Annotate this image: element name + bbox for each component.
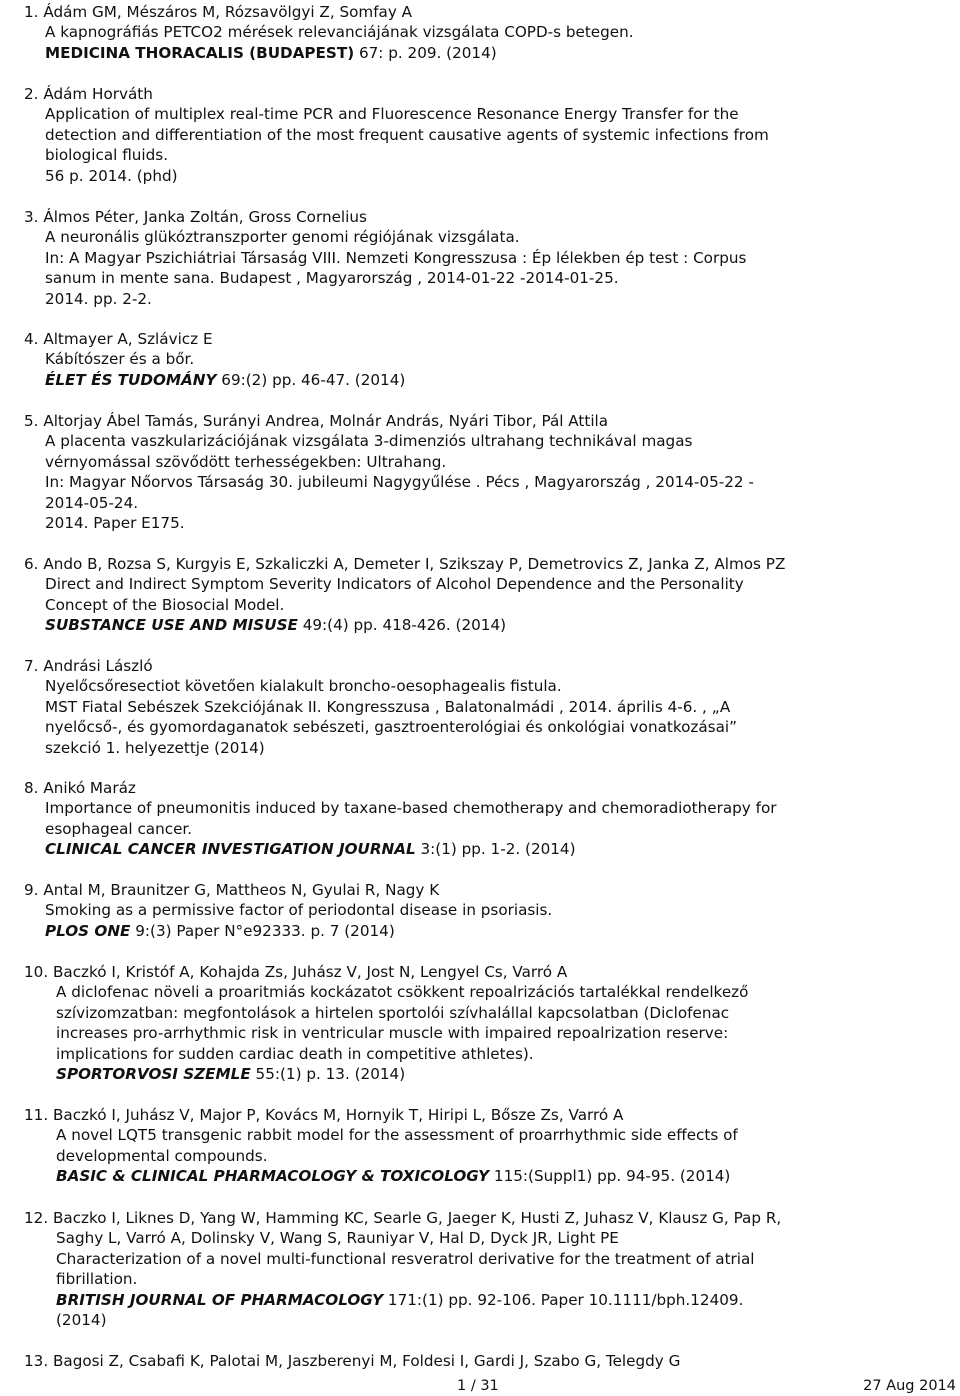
- entry-number: 8.: [24, 779, 39, 797]
- entry-line: In: A Magyar Pszichiátriai Társaság VIII. Nemzeti Kongresszusa : Ép lélekben ép test : Corpus: [45, 248, 747, 267]
- entry-line: Smoking as a permissive factor of periodontal disease in psoriasis.: [45, 901, 553, 920]
- entry-journal-line: [24, 1290, 954, 1310]
- entry-first-line: [24, 329, 954, 349]
- page-footer: [0, 1376, 960, 1396]
- entry-line: A novel LQT5 transgenic rabbit model for the assessment of proarrhythmic side effects of: [56, 1126, 738, 1145]
- publication-entry: [24, 554, 954, 636]
- page-number: 1 / 31: [457, 1378, 499, 1394]
- print-date: 27 Aug 2014: [863, 1378, 956, 1394]
- entry-first-line: [24, 2, 954, 22]
- entry-number: 6.: [24, 555, 39, 573]
- journal-name: SPORTORVOSI SZEMLE: [56, 1064, 251, 1083]
- entry-number: 1.: [24, 3, 39, 21]
- entry-number: 10.: [24, 963, 49, 981]
- journal-name: SUBSTANCE USE AND MISUSE: [45, 616, 298, 635]
- entry-journal-line: [24, 615, 954, 635]
- entry-line: 2014. pp. 2-2.: [45, 289, 152, 308]
- entry-first-line: [24, 1208, 954, 1228]
- journal-name: MEDICINA THORACALIS (BUDAPEST): [45, 43, 355, 62]
- entry-line: sanum in mente sana. Budapest , Magyarország , 2014-01-22 -2014-01-25.: [45, 269, 619, 288]
- entry-line: nyelőcső-, és gyomordaganatok sebészeti, gasztroenterológiai és onkológiai vonatkozásai”: [45, 718, 737, 737]
- journal-name: BRITISH JOURNAL OF PHARMACOLOGY: [56, 1290, 384, 1309]
- entry-journal-line: [24, 370, 954, 390]
- entry-first-line: [24, 962, 954, 982]
- entry-line: increases pro-arrhythmic risk in ventricular muscle with impaired repoalrization reserve:: [56, 1024, 729, 1043]
- journal-citation: 49:(4) pp. 418-426. (2014): [297, 616, 507, 635]
- entry-line: A kapnográfiás PETCO2 mérések relevanciájának vizsgálata COPD-s betegen.: [45, 23, 634, 42]
- entry-line: implications for sudden cardiac death in competitive athletes).: [56, 1044, 534, 1063]
- publication-entry: [24, 2, 954, 63]
- entry-line: 2014-05-24.: [45, 493, 139, 512]
- journal-citation: 55:(1) p. 13. (2014): [250, 1064, 406, 1083]
- publication-entry: [24, 329, 954, 390]
- journal-citation: 171:(1) pp. 92-106. Paper 10.1111/bph.12409.: [383, 1290, 744, 1309]
- entry-number: 12.: [24, 1209, 49, 1227]
- entry-first-line: [24, 880, 954, 900]
- entry-line: A neuronális glükóztranszporter genomi régiójának vizsgálata.: [45, 228, 520, 247]
- entry-number: 7.: [24, 657, 39, 675]
- publication-entry: [24, 84, 954, 186]
- entry-line: In: Magyar Nőorvos Társaság 30. jubileumi Nagygyűlése . Pécs , Magyarország , 2014-05-22 -: [45, 473, 754, 492]
- publication-entry: [24, 207, 954, 309]
- entry-journal-line: [24, 921, 954, 941]
- entry-line: fibrillation.: [56, 1270, 138, 1289]
- entry-authors: Altorjay Ábel Tamás, Surányi Andrea, Molnár András, Nyári Tibor, Pál Attila: [43, 412, 609, 430]
- entry-first-line: [24, 207, 954, 227]
- entry-line: A diclofenac növeli a proaritmiás kockázatot csökkent repoalrizációs tartalékkal rendelkező: [56, 983, 749, 1002]
- entry-line: Kábítószer és a bőr.: [45, 350, 195, 369]
- entry-line: Concept of the Biosocial Model.: [45, 595, 285, 614]
- entry-line: Nyelőcsőresectiot követően kialakult broncho-oesophagealis fistula.: [45, 677, 562, 696]
- entry-line: szekció 1. helyezettje (2014): [45, 738, 265, 757]
- journal-citation: 67: p. 209. (2014): [354, 43, 497, 62]
- entry-authors: Álmos Péter, Janka Zoltán, Gross Cornelius: [43, 208, 367, 226]
- entry-line: szívizomzatban: megfontolások a hirtelen sportolói szívhalállal kapcsolatban (Diclofenac: [56, 1003, 730, 1022]
- entry-line: (2014): [56, 1310, 107, 1329]
- entry-line: Characterization of a novel multi-functional resveratrol derivative for the treatment of atrial: [56, 1249, 755, 1268]
- journal-name: PLOS ONE: [45, 921, 131, 940]
- publication-entry: [24, 656, 954, 758]
- publication-entry: [24, 1351, 954, 1371]
- entry-line: developmental compounds.: [56, 1146, 268, 1165]
- entry-first-line: [24, 1105, 954, 1125]
- entry-authors: Baczkó I, Kristóf A, Kohajda Zs, Juhász V, Jost N, Lengyel Cs, Varró A: [52, 963, 568, 981]
- journal-name: CLINICAL CANCER INVESTIGATION JOURNAL: [45, 840, 416, 859]
- publication-entry: [24, 880, 954, 941]
- entry-first-line: [24, 656, 954, 676]
- entry-number: 3.: [24, 208, 39, 226]
- entry-authors: Altmayer A, Szlávicz E: [43, 330, 213, 348]
- entry-number: 4.: [24, 330, 39, 348]
- publication-entry: [24, 778, 954, 860]
- journal-name: BASIC & CLINICAL PHARMACOLOGY & TOXICOLOGY: [56, 1167, 490, 1186]
- entry-line: biological fluids.: [45, 146, 169, 165]
- entry-authors: Ádám GM, Mészáros M, Rózsavölgyi Z, Somfay A: [43, 3, 413, 21]
- entry-authors: Bagosi Z, Csabafi K, Palotai M, Jaszberenyi M, Foldesi I, Gardi J, Szabo G, Telegdy G: [52, 1352, 681, 1370]
- entry-number: 11.: [24, 1106, 49, 1124]
- publication-entry: [24, 1105, 954, 1187]
- journal-citation: 115:(Suppl1) pp. 94-95. (2014): [489, 1167, 731, 1186]
- entry-first-line: [24, 84, 954, 104]
- entry-journal-line: [24, 839, 954, 859]
- publication-entry: [24, 1208, 954, 1330]
- entry-authors: Baczko I, Liknes D, Yang W, Hamming KC, Searle G, Jaeger K, Husti Z, Juhasz V, Klausz G, Pap R,: [52, 1209, 782, 1227]
- entry-journal-line: [24, 1064, 954, 1084]
- publication-entry: [24, 962, 954, 1084]
- journal-citation: 3:(1) pp. 1-2. (2014): [415, 840, 576, 859]
- entry-line: vérnyomással szövődött terhességekben: Ultrahang.: [45, 452, 447, 471]
- entry-first-line: [24, 778, 954, 798]
- entry-line: MST Fiatal Sebészek Szekciójának II. Kongresszusa , Balatonalmádi , 2014. április 4-6. , „A: [45, 697, 731, 716]
- entry-number: 5.: [24, 412, 39, 430]
- journal-citation: 69:(2) pp. 46-47. (2014): [216, 370, 406, 389]
- entry-authors: Anikó Maráz: [43, 779, 136, 797]
- entry-authors: Ando B, Rozsa S, Kurgyis E, Szkaliczki A, Demeter I, Szikszay P, Demetrovics Z, Janka Z, Almos PZ: [43, 555, 786, 573]
- entry-authors: Andrási László: [43, 657, 153, 675]
- entry-line: detection and differentiation of the most frequent causative agents of systemic infections from: [45, 125, 769, 144]
- entry-number: 2.: [24, 85, 39, 103]
- entry-line: Application of multiplex real-time PCR and Fluorescence Resonance Energy Transfer for the: [45, 105, 739, 124]
- entry-authors: Antal M, Braunitzer G, Mattheos N, Gyulai R, Nagy K: [43, 881, 440, 899]
- entry-first-line: [24, 1351, 954, 1371]
- entry-authors: Ádám Horváth: [43, 85, 153, 103]
- entry-line: A placenta vaszkularizációjának vizsgálata 3-dimenziós ultrahang technikával magas: [45, 432, 693, 451]
- publication-entry: [24, 411, 954, 533]
- entry-journal-line: [24, 43, 954, 63]
- entry-journal-line: [24, 1166, 954, 1186]
- journal-citation: 9:(3) Paper N°e92333. p. 7 (2014): [130, 921, 395, 940]
- entry-line: Direct and Indirect Symptom Severity Indicators of Alcohol Dependence and the Personality: [45, 575, 744, 594]
- entry-line: 56 p. 2014. (phd): [45, 166, 178, 185]
- entry-line: 2014. Paper E175.: [45, 513, 185, 532]
- journal-name: ÉLET ÉS TUDOMÁNY: [45, 370, 217, 389]
- entry-number: 9.: [24, 881, 39, 899]
- entry-line: Saghy L, Varró A, Dolinsky V, Wang S, Rauniyar V, Hal D, Dyck JR, Light PE: [56, 1229, 619, 1248]
- entry-first-line: [24, 554, 954, 574]
- entry-line: Importance of pneumonitis induced by taxane-based chemotherapy and chemoradiotherapy for: [45, 799, 777, 818]
- entry-number: 13.: [24, 1352, 49, 1370]
- entry-first-line: [24, 411, 954, 431]
- entry-authors: Baczkó I, Juhász V, Major P, Kovács M, Hornyik T, Hiripi L, Bősze Zs, Varró A: [52, 1106, 624, 1124]
- entry-line: esophageal cancer.: [45, 819, 193, 838]
